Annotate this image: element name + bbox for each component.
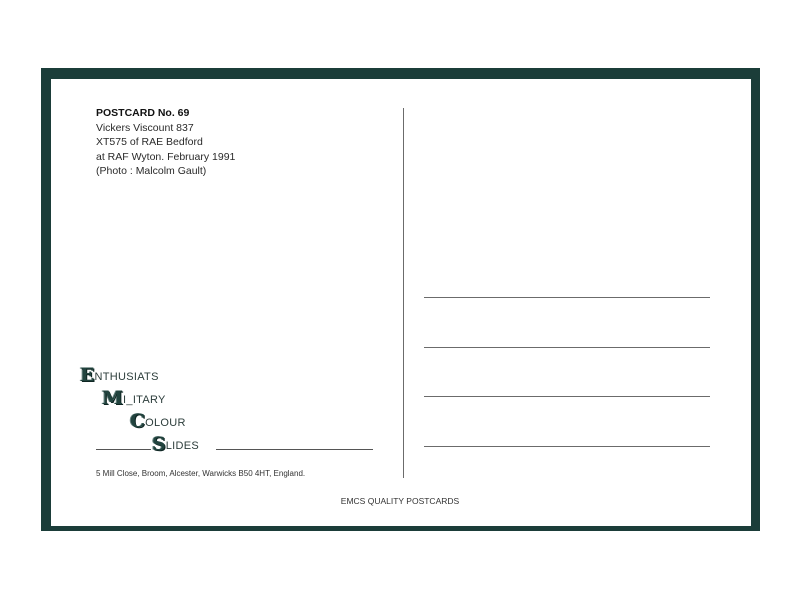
logo-row bbox=[80, 365, 159, 385]
caption-line: XT575 of RAE Bedford bbox=[96, 136, 203, 148]
address-line bbox=[424, 396, 710, 397]
logo-initial: C bbox=[130, 410, 145, 432]
logo-initial: S bbox=[152, 433, 165, 455]
footer-text: EMCS QUALITY POSTCARDS bbox=[340, 496, 460, 506]
logo-word: OLOUR bbox=[145, 417, 186, 429]
logo-row bbox=[130, 411, 186, 431]
publisher-address: 5 Mill Close, Broom, Alcester, Warwicks B50 4HT, England. bbox=[96, 469, 306, 478]
postcard-number: POSTCARD No. 69 bbox=[96, 107, 190, 119]
logo-initial: M bbox=[102, 387, 123, 409]
address-line bbox=[424, 297, 710, 298]
caption-line: Vickers Viscount 837 bbox=[96, 121, 194, 134]
logo-rule-right bbox=[216, 449, 373, 450]
logo-row bbox=[152, 434, 199, 454]
logo-row bbox=[102, 388, 166, 408]
address-line bbox=[424, 347, 710, 348]
center-divider bbox=[403, 108, 404, 478]
address-line bbox=[424, 446, 710, 447]
caption-line: at RAF Wyton. February 1991 bbox=[96, 150, 236, 163]
logo-rule-left bbox=[96, 449, 151, 450]
logo-word: LIDES bbox=[165, 440, 200, 452]
caption-block bbox=[96, 106, 235, 179]
caption-line: (Photo : Malcolm Gault) bbox=[96, 165, 207, 177]
logo-initial: E bbox=[80, 364, 94, 386]
logo-word: NTHUSIATS bbox=[94, 371, 159, 383]
logo-word: I_ITARY bbox=[123, 394, 166, 406]
